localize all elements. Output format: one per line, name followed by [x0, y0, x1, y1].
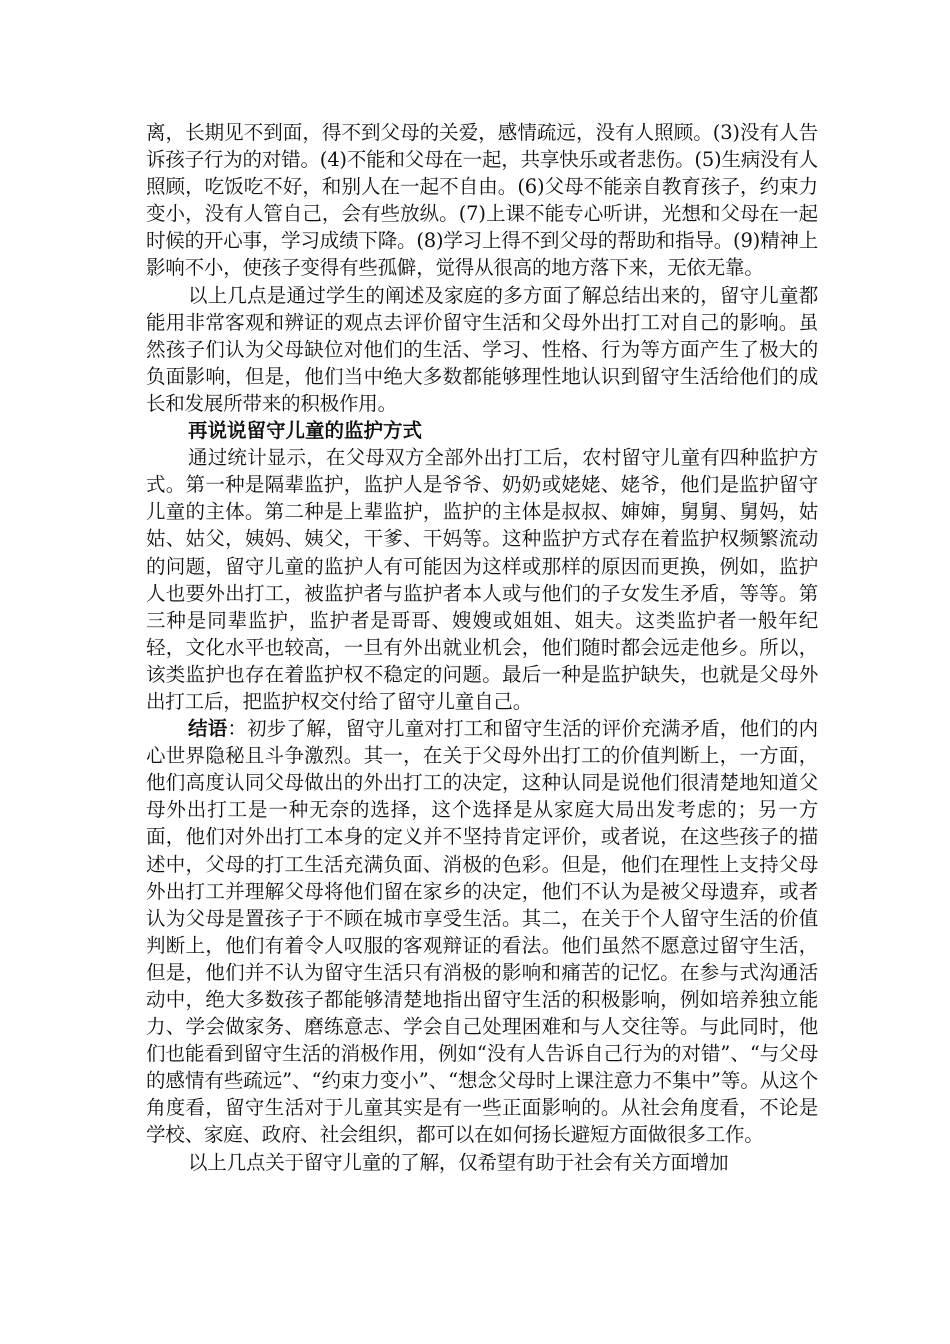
conclusion-lead: 结语: [188, 717, 228, 741]
paragraph-summary: 以上几点是通过学生的阐述及家庭的多方面了解总结出来的，留守儿童都能用非常客观和辨证的观点去评价留守生活和父母外出打工对自己的影响。虽然孩子们认为父母缺位对他们的生活、学习、性格、行为等方面产生了极大的负面影响，但是，他们当中绝大多数都能够理性地认识到留守生活给他们的成长和发展所带来的积极作用。: [146, 283, 818, 415]
section-heading-guardianship: 再说说留守儿童的监护方式: [188, 419, 423, 443]
document-page: [146, 119, 818, 1176]
paragraph-effects-list: 离，长期见不到面，得不到父母的关爱，感情疏远，没有人照顾。(3)没有人告诉孩子行为的对错。(4)不能和父母在一起，共享快乐或者悲伤。(5)生病没有人照顾，吃饭吃不好，和别人在一起不自由。(6)父母不能亲自教育孩子，约束力变小，没有人管自己，会有些放纵。(7)上课不能专心听讲，光想和父母在一起时候的开心事，学习成绩下降。(8)学习上得不到父母的帮助和指导。(9)精神上影响不小，使孩子变得有些孤僻，觉得从很高的地方落下来，无依无靠。: [146, 121, 818, 280]
paragraph-conclusion: [146, 715, 818, 1149]
conclusion-text: ：初步了解，留守儿童对打工和留守生活的评价充满矛盾，他们的内心世界隐秘且斗争激烈。其一，在关于父母外出打工的价值判断上，一方面，他们高度认同父母做出的外出打工的决定，这种认同是说他们很清楚地知道父母外出打工是一种无奈的选择，这个选择是从家庭大局出发考虑的；另一方面，他们对外出打工本身的定义并不坚持肯定评价，或者说，在这些孩子的描述中，父母的打工生活充满负面、消极的色彩。但是，他们在理性上支持父母外出打工并理解父母将他们留在家乡的决定，他们不认为是被父母遗弃，或者认为父母是置孩子于不顾在城市享受生活。其二，在关于个人留守生活的价值判断上，他们有着令人叹服的客观辩证的看法。他们虽然不愿意过留守生活，但是，他们并不认为留守生活只有消极的影响和痛苦的记忆。在参与式沟通活动中，绝大多数孩子都能够清楚地指出留守生活的积极影响，例如培养独立能力、学会做家务、磨练意志、学会自己处理困难和与人交往等。与此同时，他们也能看到留守生活的消极作用，例如“没有人告诉自己行为的对错”、“与父母的感情有些疏远”、“约束力变小”、“想念父母时上课注意力不集中”等。从这个角度看，留守生活对于儿童其实是有一些正面影响的。从社会角度看，不论是学校、家庭、政府、社会组织，都可以在如何扬长避短方面做很多工作。: [146, 717, 818, 1147]
paragraph-closing: 以上几点关于留守儿童的了解，仅希望有助于社会有关方面增加: [188, 1150, 729, 1174]
paragraph-guardianship-types: 通过统计显示，在父母双方全部外出打工后，农村留守儿童有四种监护方式。第一种是隔辈监护，监护人是爷爷、奶奶或姥姥、姥爷，他们是监护留守儿童的主体。第二种是上辈监护，监护的主体是叔叔、婶婶，舅舅、舅妈，姑姑、姑父，姨妈、姨父，干爹、干妈等。这种监护方式存在着监护权频繁流动的问题，留守儿童的监护人有可能因为这样或那样的原因而更换，例如，监护人也要外出打工，被监护者与监护者本人或与他们的子女发生矛盾，等等。第三种是同辈监护，监护者是哥哥、嫂嫂或姐姐、姐夫。这类监护者一般年纪轻，文化水平也较高，一旦有外出就业机会，他们随时都会远走他乡。所以，该类监护也存在着监护权不稳定的问题。最后一种是监护缺失，也就是父母外出打工后，把监护权交付给了留守儿童自己。: [146, 446, 818, 713]
